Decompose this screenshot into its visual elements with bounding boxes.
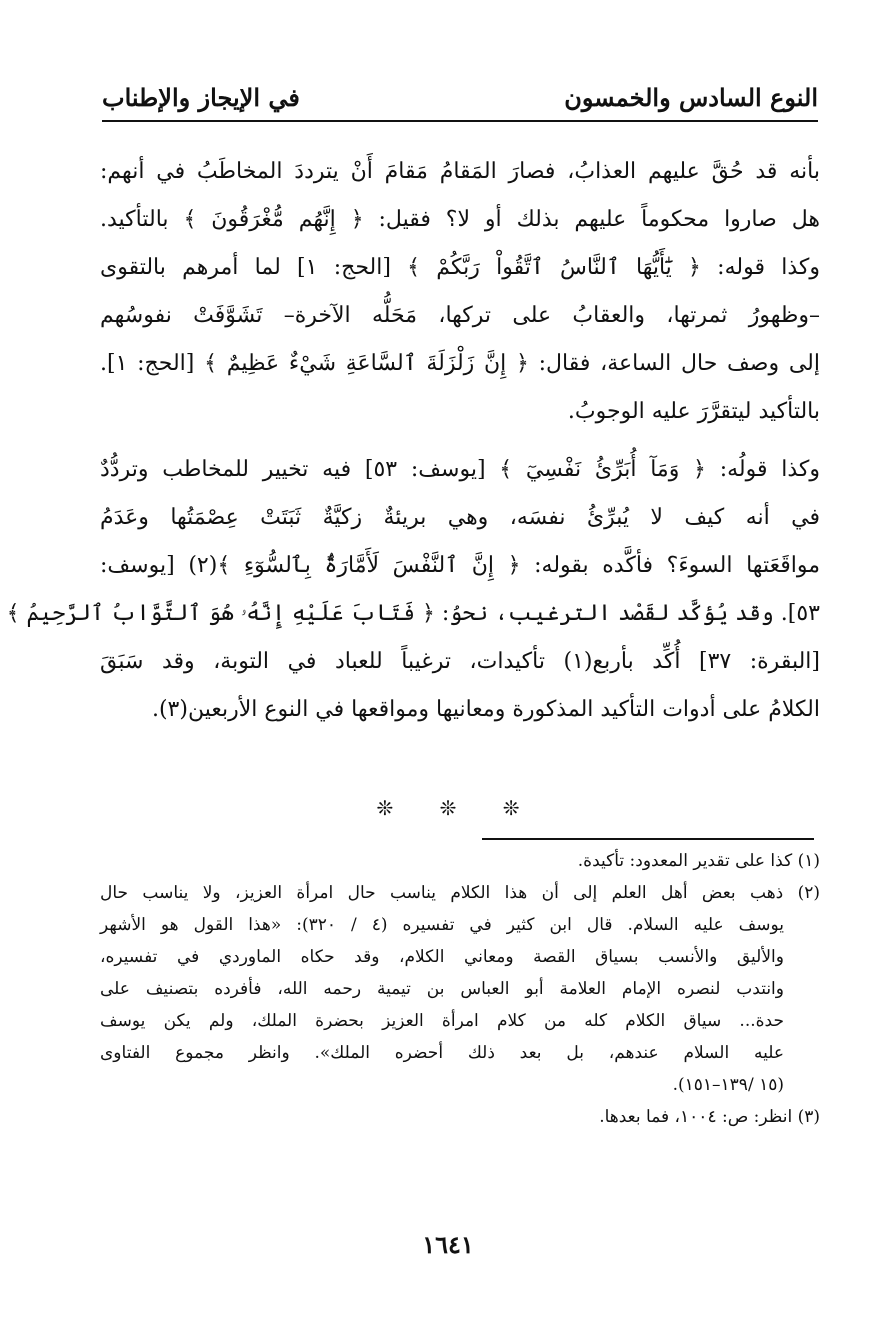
running-header: [102, 74, 818, 122]
footnote-rule: [482, 838, 814, 840]
footnote-line: (١٥ /١٣٩–١٥١).: [672, 1075, 784, 1095]
text-line: إلى وصف حال الساعة، فقال: ﴿ إِنَّ زَلْزَلَةَ ٱلسَّاعَةِ شَيْءٌ عَظِيمٌ ﴾ [الحج: ١].: [100, 351, 820, 376]
chapter-title: النوع السادس والخمسون: [564, 82, 818, 112]
text-line: –وظهورُ ثمرتها، والعقابُ على تركها، مَحَلُّه الآخرة– تَشَوَّفَتْ نفوسُهم: [100, 303, 820, 328]
text-line: وكذا قوله: ﴿ يَٰٓأَيُّهَا ٱلنَّاسُ ٱتَّقُواْ رَبَّكُمْ ﴾ [الحج: ١] لما أمرهم بالتقوى: [100, 255, 820, 280]
text-line: الكلامُ على أدوات التأكيد المذكورة ومعانيها ومواقعها في النوع الأربعين(٣).: [151, 697, 820, 722]
section-separator: [0, 796, 896, 820]
main-text: [6, 148, 820, 734]
text-line: في أنه كيف لا يُبرِّئُ نفسَه، وهي بريئةٌ زكيَّةٌ ثَبَتَتْ عِصْمَتُها وعَدَمُ: [100, 505, 820, 530]
section-title: في الإيجاز والإطناب: [102, 82, 300, 112]
footnote-line: وانتدب لنصره الإمام العلامة أبو العباس بن تيمية رحمه الله، فأفرده بتصنيف على: [100, 979, 784, 999]
text-line: ٥٣]. وقد يُؤكَّد لقَصْد الترغيب، نحوُ: ﴿ فَتَابَ عَلَيْهِ إِنَّهُۥ هُوَ ٱلتَّوَّابُ ٱلرَّحِيمُ ﴾: [6, 601, 820, 626]
footnote-line: حدة... سياق الكلام كله من كلام امرأة العزيز بحضرة الملك، ولم يكن يوسف: [100, 1011, 784, 1031]
footnote-line: عليه السلام عندهم، بل بعد ذلك أحضره الملك». وانظر مجموع الفتاوى: [100, 1043, 784, 1063]
text-line: بالتأكيد ليتقرَّرَ عليه الوجوبُ.: [567, 399, 820, 424]
footnote-line: (٣) انظر: ص: ١٠٠٤، فما بعدها.: [599, 1107, 820, 1127]
text-line: [البقرة: ٣٧] أُكِّد بأربع(١) تأكيدات، ترغيباً للعباد في التوبة، وقد سَبَقَ: [100, 649, 820, 674]
text-line: هل صاروا محكوماً عليهم بذلك أو لا؟ فقيل: ﴿ إِنَّهُم مُّغْرَقُونَ ﴾ بالتأكيد.: [100, 207, 820, 232]
footnote-line: (٢) ذهب بعض أهل العلم إلى أن هذا الكلام يناسب حال امرأة العزيز، ولا يناسب حال: [100, 883, 820, 903]
text-line: وكذا قولُه: ﴿ وَمَآ أُبَرِّئُ نَفْسِيٓ ﴾ [يوسف: ٥٣] فيه تخيير للمخاطب وتردُّدٌ: [100, 457, 820, 482]
footnote-line: يوسف عليه السلام. قال ابن كثير في تفسيره (٤ / ٣٢٠): «هذا القول هو الأشهر: [100, 915, 784, 935]
footnotes: [100, 845, 820, 1133]
asterism-icon: ❊: [502, 796, 520, 820]
footnote-line: والأليق والأنسب بسياق القصة ومعاني الكلام، وقد حكاه الماوردي في تفسيره،: [100, 947, 784, 967]
asterism-icon: ❊: [376, 796, 394, 820]
footnote-line: (١) كذا على تقدير المعدود: تأكيدة.: [577, 851, 820, 871]
page-number: ١٦٤١: [422, 1230, 474, 1259]
asterism-icon: ❊: [439, 796, 457, 820]
text-line: بأنه قد حُقَّ عليهم العذابُ، فصارَ المَقامُ مَقامَ أَنْ يترددَ المخاطَبُ في أنهم:: [100, 159, 820, 184]
text-line: مواقَعَتها السوءَ؟ فأكَّده بقوله: ﴿ إِنَّ ٱلنَّفْسَ لَأَمَّارَةٌۢ بِٱلسُّوٓءِ ﴾(٢) [يوسف:: [100, 553, 820, 578]
